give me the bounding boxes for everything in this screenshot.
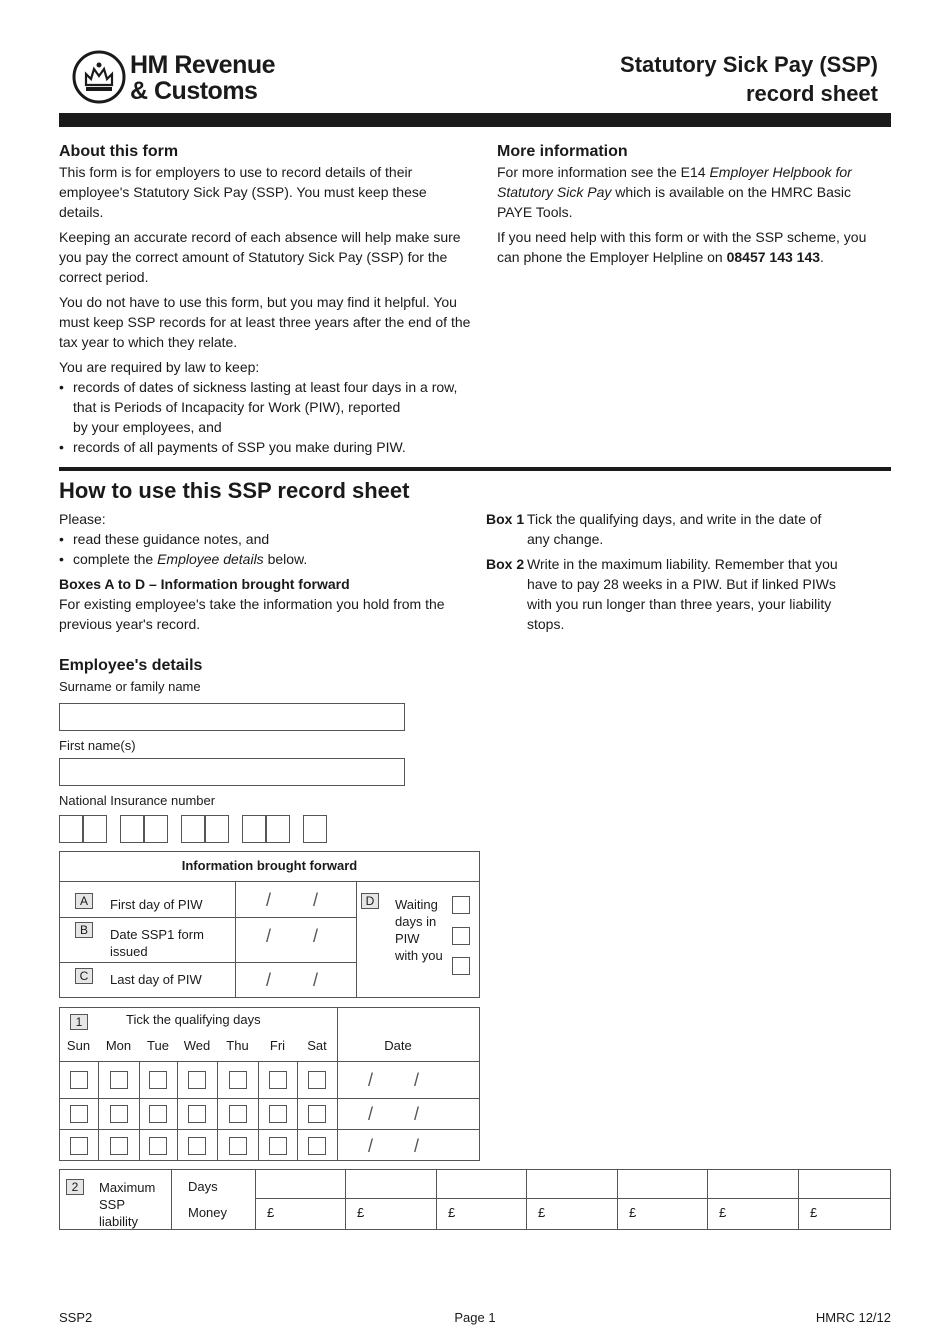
money-row-label: Money — [188, 1205, 228, 1220]
qualifying-tue-checkbox-2[interactable] — [149, 1105, 167, 1123]
about-paragraph-3: You do not have to use this form, but you may find it helpful. You must keep SSP records for at least three years after the end of the tax year to which they relate. — [59, 294, 471, 350]
box2-text: Write in the maximum liability. Remember that you have to pay 28 weeks in a PIW. But if linked PIWs with you run longer than three years, your liability stops. — [527, 556, 838, 632]
about-bullet-1: • records of dates of sickness lasting at least four days in a row, that is Periods of Incapacity for Work (PIW), reported by your employees, and — [59, 377, 474, 437]
helpbook-title: Employer Helpbook for Statutory Sick Pay — [497, 164, 852, 200]
helpline-number: 08457 143 143 — [726, 249, 821, 265]
qualifying-fri-checkbox-2[interactable] — [269, 1105, 287, 1123]
how-to-left — [59, 509, 459, 634]
how-to-bullet-2: • complete the Employee details below. — [59, 549, 459, 569]
header-rule — [59, 113, 891, 127]
liability-days-input-4[interactable] — [526, 1170, 617, 1198]
nino-char-6[interactable] — [205, 815, 229, 843]
first-day-piw-label: First day of PIW — [110, 897, 203, 912]
waiting-day-checkbox-1[interactable] — [452, 896, 470, 914]
box1-guidance — [486, 509, 846, 549]
qualifying-wed-checkbox-1[interactable] — [188, 1071, 206, 1089]
day-col-rule — [297, 1061, 298, 1161]
qualifying-sun-checkbox-1[interactable] — [70, 1071, 88, 1089]
nino-char-8[interactable] — [266, 815, 290, 843]
qualifying-sun-checkbox-3[interactable] — [70, 1137, 88, 1155]
firstname-input[interactable] — [59, 758, 405, 786]
qualifying-mon-checkbox-2[interactable] — [110, 1105, 128, 1123]
more-info-paragraph-2: If you need help with this form or with the SSP scheme, you can phone the Employer Helpline on 08457 143 143. — [497, 229, 867, 265]
box1-text: Tick the qualifying days, and write in the date of any change. — [527, 511, 822, 547]
liability-money-input-4[interactable]: £ — [538, 1205, 546, 1220]
qualifying-thu-checkbox-3[interactable] — [229, 1137, 247, 1155]
ssp1-issued-label: Date SSP1 form issued — [110, 927, 204, 959]
liability-days-input-5[interactable] — [617, 1170, 707, 1198]
last-day-piw-label: Last day of PIW — [110, 972, 202, 987]
qualifying-date-input-2[interactable]: / / — [368, 1104, 420, 1124]
liability-days-input-7[interactable] — [798, 1170, 891, 1198]
box2-label: Box 2 — [486, 556, 525, 572]
qualifying-days-heading: Tick the qualifying days — [126, 1012, 261, 1027]
nino-label: National Insurance number — [59, 793, 216, 808]
qualifying-mon-checkbox-3[interactable] — [110, 1137, 128, 1155]
ssp1-issued-input[interactable]: / / — [266, 926, 319, 946]
box-1-label: 1 — [70, 1014, 88, 1030]
about-paragraph-2: Keeping an accurate record of each absence will help make sure you pay the correct amount of Statutory Sick Pay (SSP) for the correct period. — [59, 229, 461, 285]
more-info-section — [497, 142, 882, 267]
box-b-label: B — [75, 922, 93, 938]
more-info-paragraph-1: For more information see the E14 Employer Helpbook for Statutory Sick Pay which is available on the HMRC Basic PAYE Tools. — [497, 164, 852, 220]
date-column-header: Date — [384, 1038, 412, 1053]
day-col-rule — [139, 1061, 140, 1161]
about-paragraph-1: This form is for employers to use to record details of their employee's Statutory Sick Pay (SSP). You must keep these details. — [59, 164, 427, 220]
day-header-mon: Mon — [105, 1038, 132, 1053]
box1-label: Box 1 — [486, 511, 525, 527]
qualifying-thu-checkbox-1[interactable] — [229, 1071, 247, 1089]
qualifying-tue-checkbox-1[interactable] — [149, 1071, 167, 1089]
qualifying-sat-checkbox-2[interactable] — [308, 1105, 326, 1123]
boxes-text: For existing employee's take the information you hold from the previous year's record. — [59, 596, 445, 632]
form-title-line-1: Statutory Sick Pay (SSP) — [620, 52, 878, 77]
qualifying-wed-checkbox-3[interactable] — [188, 1137, 206, 1155]
day-col-rule — [98, 1061, 99, 1161]
box2-guidance — [486, 554, 846, 634]
qualifying-thu-checkbox-2[interactable] — [229, 1105, 247, 1123]
section-rule — [59, 467, 891, 471]
day-header-sun: Sun — [66, 1038, 91, 1053]
nino-char-1[interactable] — [59, 815, 83, 843]
waiting-day-checkbox-2[interactable] — [452, 927, 470, 945]
about-paragraph-4: You are required by law to keep: — [59, 359, 260, 375]
last-day-piw-input[interactable]: / / — [266, 970, 319, 990]
nino-char-3[interactable] — [120, 815, 144, 843]
days-row-label: Days — [188, 1179, 218, 1194]
nino-char-7[interactable] — [242, 815, 266, 843]
box-c-label: C — [75, 968, 93, 984]
day-header-tue: Tue — [147, 1038, 169, 1053]
form-title — [620, 50, 878, 108]
day-header-sat: Sat — [307, 1038, 327, 1053]
about-bullet-2: • records of all payments of SSP you make during PIW. — [59, 437, 474, 457]
waiting-days-label: Waiting days in PIW with you — [395, 897, 443, 963]
box-a-label: A — [75, 893, 93, 909]
footer-version: HMRC 12/12 — [815, 1310, 891, 1325]
box-d-label: D — [361, 893, 379, 909]
liability-label-col-rule — [171, 1169, 172, 1230]
logo-line-1: HM Revenue — [130, 51, 276, 79]
liability-money-input-6[interactable]: £ — [719, 1205, 727, 1220]
qualifying-fri-checkbox-1[interactable] — [269, 1071, 287, 1089]
brought-forward-heading: Information brought forward — [181, 858, 358, 873]
qualifying-mon-checkbox-1[interactable] — [110, 1071, 128, 1089]
liability-money-input-2[interactable]: £ — [357, 1205, 365, 1220]
liability-money-input-3[interactable]: £ — [448, 1205, 456, 1220]
surname-input[interactable] — [59, 703, 405, 731]
nino-char-2[interactable] — [83, 815, 107, 843]
logo-line-2: & Customs — [130, 77, 258, 105]
max-liability-label: Maximum SSP liability — [99, 1180, 156, 1229]
qualifying-wed-checkbox-2[interactable] — [188, 1105, 206, 1123]
form-title-line-2: record sheet — [745, 81, 878, 106]
liability-days-input-1[interactable] — [255, 1170, 345, 1198]
box-2-label: 2 — [66, 1179, 84, 1195]
day-header-fri: Fri — [269, 1038, 286, 1053]
crown-crest-icon — [72, 50, 126, 104]
please-text: Please: — [59, 511, 106, 527]
how-to-bullet-1: • read these guidance notes, and — [59, 529, 459, 549]
nino-char-9[interactable] — [303, 815, 327, 843]
waiting-day-checkbox-3[interactable] — [452, 957, 470, 975]
employee-heading: Employee's details — [59, 657, 203, 674]
footer-form-code: SSP2 — [59, 1310, 93, 1325]
more-info-heading: More information — [497, 143, 628, 160]
how-to-right — [486, 509, 846, 634]
day-header-thu: Thu — [226, 1038, 249, 1053]
nino-char-4[interactable] — [144, 815, 168, 843]
liability-days-input-3[interactable] — [436, 1170, 526, 1198]
day-col-rule — [258, 1061, 259, 1161]
how-to-heading: How to use this SSP record sheet — [59, 478, 410, 503]
day-col-rule — [217, 1061, 218, 1161]
qualifying-date-input-3[interactable]: / / — [368, 1136, 420, 1156]
qualifying-sat-checkbox-1[interactable] — [308, 1071, 326, 1089]
liability-money-input-5[interactable]: £ — [629, 1205, 637, 1220]
liability-money-input-7[interactable]: £ — [810, 1205, 818, 1220]
about-heading: About this form — [59, 143, 179, 160]
qualifying-sun-checkbox-2[interactable] — [70, 1105, 88, 1123]
footer-page-number: Page 1 — [454, 1310, 496, 1325]
hmrc-logo — [72, 50, 282, 106]
surname-label: Surname or family name — [59, 679, 201, 694]
liability-days-input-6[interactable] — [707, 1170, 798, 1198]
liability-days-input-2[interactable] — [345, 1170, 436, 1198]
firstname-label: First name(s) — [59, 738, 136, 753]
bf-d-col-rule — [356, 881, 357, 998]
qualifying-fri-checkbox-3[interactable] — [269, 1137, 287, 1155]
nino-char-5[interactable] — [181, 815, 205, 843]
qualifying-sat-checkbox-3[interactable] — [308, 1137, 326, 1155]
qualifying-tue-checkbox-3[interactable] — [149, 1137, 167, 1155]
day-header-wed: Wed — [183, 1038, 211, 1053]
day-col-rule — [177, 1061, 178, 1161]
qualifying-date-input-1[interactable]: / / — [368, 1070, 420, 1090]
liability-money-input-1[interactable]: £ — [267, 1205, 275, 1220]
about-section — [59, 142, 474, 457]
boxes-heading: Boxes A to D – Information brought forward — [59, 576, 350, 592]
first-day-piw-input[interactable]: / / — [266, 890, 319, 910]
